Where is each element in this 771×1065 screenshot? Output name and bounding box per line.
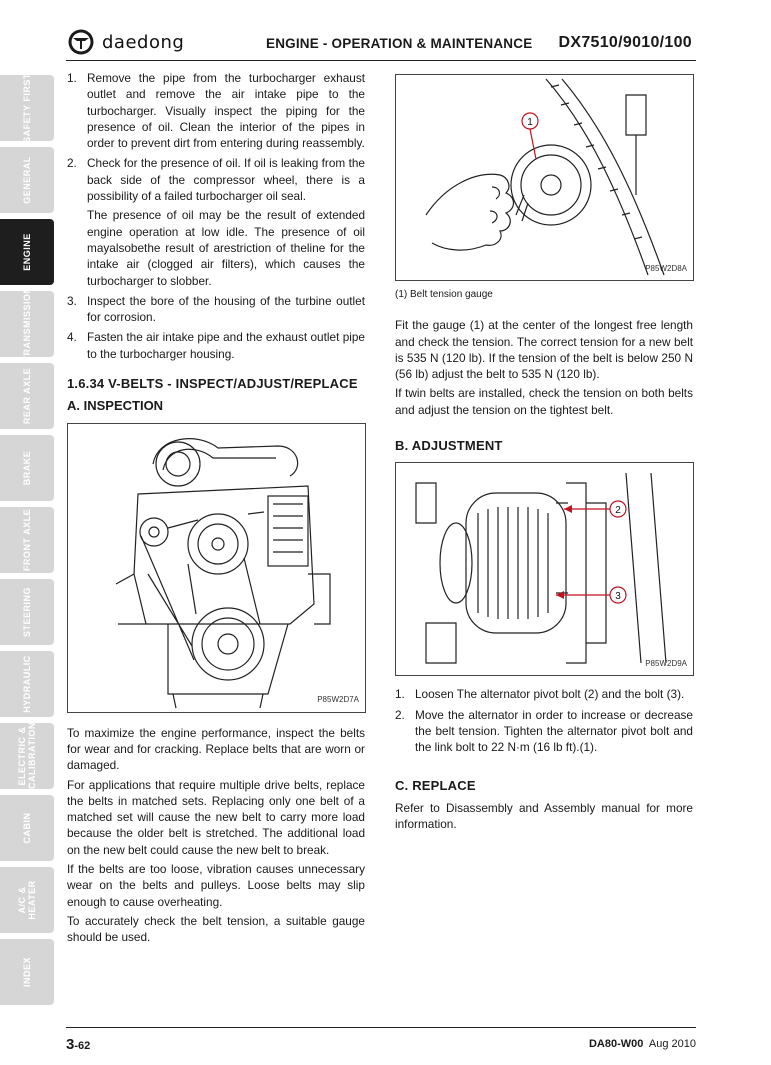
- step-text: Check for the presence of oil. If oil is leaking from the back side of the compressor wheel, there is a possibility of a failed turbocharger oil seal.: [87, 156, 365, 204]
- list-item: [67, 70, 365, 151]
- tab-ac-heater[interactable]: [0, 867, 54, 933]
- belt-gauge-figure: [395, 74, 694, 281]
- tab-label: REAR AXLE: [22, 367, 32, 425]
- figure-code: P85W2D7A: [317, 695, 359, 705]
- tab-brake[interactable]: [0, 435, 54, 501]
- paragraph: If twin belts are installed, check the tension on both belts and adjust the tension on the tightest belt.: [395, 386, 693, 417]
- page-header: [66, 26, 696, 61]
- step-text: Remove the pipe from the turbocharger exhaust outlet and remove the air intake pipe to the turbocharger. Visually inspect the piping for the presence of oil. Clean the interior of the pipes in order to prevent dirt from entering during reassembly.: [87, 71, 365, 151]
- brand-emblem-icon: [66, 28, 96, 56]
- list-item: [395, 686, 693, 702]
- tab-rear-axle[interactable]: [0, 363, 54, 429]
- tab-label: ENGINE: [22, 233, 32, 271]
- tab-cabin[interactable]: [0, 795, 54, 861]
- step-number: 1.: [67, 71, 77, 85]
- tab-steering[interactable]: [0, 579, 54, 645]
- tab-safety-first[interactable]: [0, 75, 54, 141]
- section-heading: 1.6.34 V-BELTS - INSPECT/ADJUST/REPLACE: [67, 376, 358, 392]
- tab-transmission[interactable]: [0, 286, 54, 362]
- step-number: 4.: [67, 330, 77, 345]
- tab-front-axle[interactable]: [0, 507, 54, 573]
- alternator-figure: [395, 462, 694, 676]
- tab-label: STEERING: [22, 586, 32, 638]
- tab-label: CABIN: [22, 812, 32, 844]
- tab-label: ELECTRIC & CALIBRATION: [17, 722, 37, 789]
- page-footer: [66, 1027, 696, 1053]
- tab-label: A/C & HEATER: [17, 880, 37, 920]
- tab-label: BRAKE: [22, 450, 32, 486]
- list-item: [395, 707, 693, 756]
- list-item: [67, 329, 365, 362]
- callout-number: 3: [615, 591, 621, 603]
- page-index: -62: [74, 1040, 91, 1052]
- replace-heading: C. REPLACE: [395, 777, 476, 793]
- tab-hydraulic[interactable]: [0, 651, 54, 717]
- tab-engine[interactable]: [0, 219, 54, 285]
- paragraph: If the belts are too loose, vibration causes unnecessary wear on the belts and pulleys. Loose belts may slip enough to cause overheating.: [67, 862, 365, 909]
- adjustment-steps-list: [395, 686, 693, 755]
- document-code: DA80-W00: [588, 1038, 644, 1050]
- tab-general[interactable]: [0, 147, 54, 213]
- section-title: ENGINE - OPERATION & MAINTENANCE: [266, 36, 533, 51]
- tab-electric-calibration[interactable]: [0, 723, 54, 789]
- step-text: Move the alternator in order to increase or decrease the belt tension. Tighten the alternator pivot bolt and the link bolt to 22 N·m (16 lb ft).(1).: [415, 707, 693, 755]
- paragraph: To accurately check the belt tension, a suitable gauge should be used.: [67, 913, 365, 945]
- tab-label: GENERAL: [22, 156, 32, 204]
- brand-name: daedong: [102, 31, 185, 53]
- step-number: 3.: [67, 293, 77, 308]
- step-text: Inspect the bore of the housing of the turbine outlet for corrosion.: [87, 293, 365, 325]
- tab-label: TRANSMISSION: [22, 286, 32, 362]
- document-date: Aug 2010: [648, 1038, 696, 1050]
- engine-figure: [67, 423, 366, 713]
- tab-label: HYDRAULIC: [22, 655, 32, 713]
- inspection-heading: A. INSPECTION: [67, 398, 164, 414]
- step-text: Fasten the air intake pipe and the exhaust outlet pipe to the turbocharger housing.: [87, 330, 365, 361]
- chapter-tabs: [0, 75, 54, 1011]
- right-column: [395, 74, 693, 835]
- tab-label: FRONT AXLE: [22, 508, 32, 572]
- paragraph: Refer to Disassembly and Assembly manual for more information.: [395, 800, 693, 832]
- paragraph: For applications that require multiple drive belts, replace the belts in matched sets. Replacing only one belt of a matched set will cause the new belt to carry more load because the older belt is stretched. The additional load on the new belt could cause the new belt to break.: [67, 777, 365, 857]
- step-number: 1.: [395, 687, 405, 702]
- list-item: [67, 293, 365, 326]
- adjustment-heading: B. ADJUSTMENT: [395, 438, 503, 454]
- list-item: [67, 155, 365, 288]
- model-number: DX7510/9010/100: [558, 34, 692, 51]
- tab-label: INDEX: [22, 956, 32, 988]
- alternator-illustration: [396, 463, 693, 675]
- tab-label: SAFETY FIRST: [22, 73, 32, 143]
- paragraph: Fit the gauge (1) at the center of the longest free length and check the tension. The correct tension for a new belt is 535 N (120 lb). If the tension of the belt is below 250 N (56 lb) adjust the belt to 535 N (120 lb).: [395, 318, 693, 382]
- step-note: The presence of oil may be the result of extended engine operation at low idle. The presence of oil mayalsobethe result of arestriction of theline for the intake air (clogged air filters), which causes the turbocharger to slobber.: [87, 208, 365, 288]
- chapter-number: 3: [66, 1036, 75, 1053]
- brand-logo: [66, 28, 184, 56]
- page-number: [66, 1036, 90, 1053]
- turbo-steps-list: [67, 70, 365, 362]
- paragraph: To maximize the engine performance, inspect the belts for wear and for cracking. Replace belts that are worn or damaged.: [67, 725, 365, 773]
- callout-number: 1: [527, 117, 533, 128]
- figure-code: P85W2D9A: [645, 659, 687, 669]
- callout-number: 2: [615, 505, 621, 517]
- step-text: Loosen The alternator pivot bolt (2) and the bolt (3).: [415, 687, 685, 702]
- callout-1: [522, 113, 538, 159]
- left-column: [67, 70, 365, 949]
- document-info: [589, 1038, 696, 1050]
- engine-illustration: [68, 424, 365, 712]
- figure-code: P85W2D8A: [645, 263, 687, 273]
- belt-gauge-illustration: [396, 75, 693, 280]
- figure-caption: (1) Belt tension gauge: [395, 289, 493, 300]
- step-number: 2.: [67, 156, 77, 171]
- tab-index[interactable]: [0, 939, 54, 1005]
- step-number: 2.: [395, 707, 405, 722]
